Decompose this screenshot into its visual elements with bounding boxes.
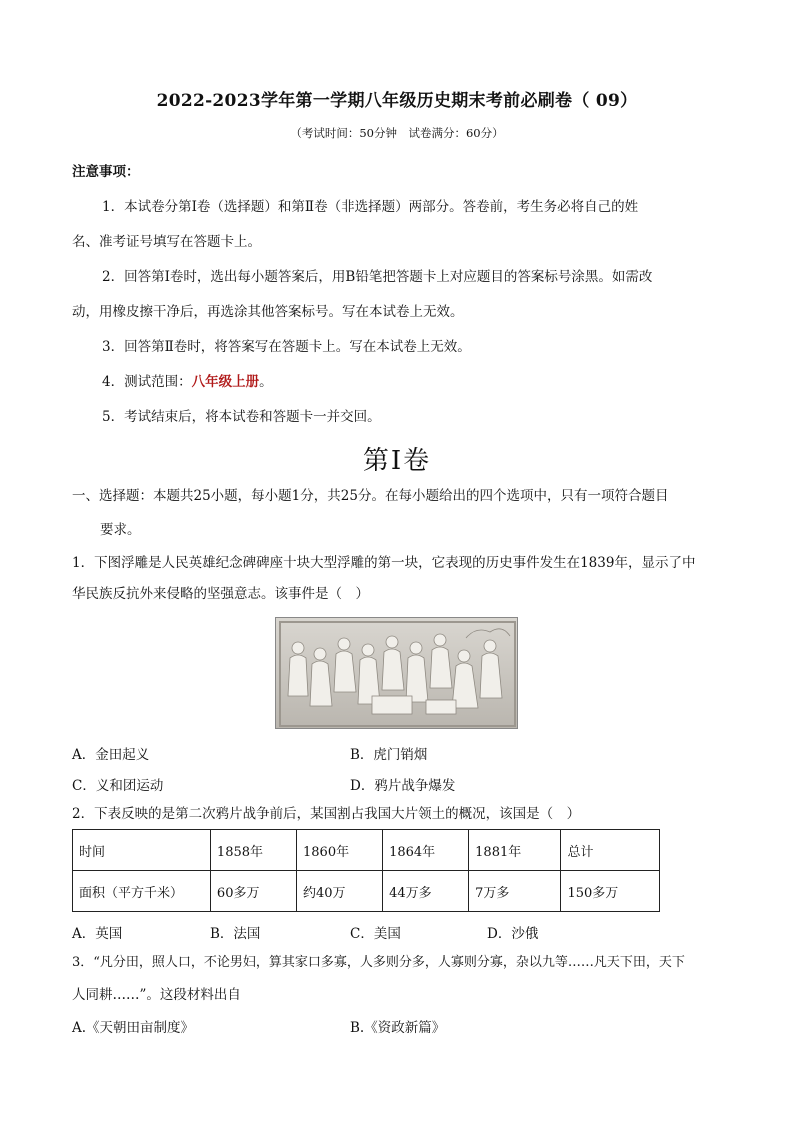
q3-option-b: B.《资政新篇》 xyxy=(350,1020,446,1036)
table-cell: 时间 xyxy=(73,830,211,871)
q3-stem-b: 人同耕……”。这段材料出自 xyxy=(72,987,241,1003)
table-cell: 1864年 xyxy=(383,830,469,871)
q2-option-b: B．法国 xyxy=(210,926,261,942)
q1-option-d: D．鸦片战争爆发 xyxy=(350,778,456,794)
territory-table xyxy=(72,829,660,912)
q3-option-a: A.《天朝田亩制度》 xyxy=(72,1020,195,1036)
table-cell: 44万多 xyxy=(383,871,469,912)
notice-item-4 xyxy=(102,372,762,392)
table-cell: 7万多 xyxy=(469,871,561,912)
section-title: 第Ⅰ卷 xyxy=(362,446,432,476)
notice-item-1b: 名、准考证号填写在答题卡上。 xyxy=(72,234,261,250)
table-cell: 总计 xyxy=(561,830,660,871)
table-cell: 1860年 xyxy=(297,830,383,871)
table-cell: 1858年 xyxy=(210,830,296,871)
relief-sculpture-image xyxy=(275,617,518,729)
notice-item-2b: 动，用橡皮擦干净后，再选涂其他答案标号。写在本试卷上无效。 xyxy=(72,304,464,320)
table-cell: 150多万 xyxy=(561,871,660,912)
q2-option-c: C．美国 xyxy=(350,926,401,942)
q1-stem-b: 华民族反抗外来侵略的坚强意志。该事件是（ ） xyxy=(72,586,369,602)
table-cell: 约40万 xyxy=(297,871,383,912)
q1-option-a: A．金田起义 xyxy=(72,747,150,763)
table-cell: 面积（平方千米） xyxy=(73,871,211,912)
q1-stem-a: 1．下图浮雕是人民英雄纪念碑碑座十块大型浮雕的第一块，它表现的历史事件发生在1839年，显示了中 xyxy=(72,555,696,571)
q2-option-a: A．英国 xyxy=(72,926,123,942)
notice-item-1a: 1．本试卷分第Ⅰ卷（选择题）和第Ⅱ卷（非选择题）两部分。答卷前，考生务必将自己的姓 xyxy=(102,199,639,215)
exam-subtitle: （考试时间：50分钟 试卷满分：60分） xyxy=(290,126,504,140)
test-range: 八年级上册 xyxy=(191,374,260,390)
exam-title: 2022-2023学年第一学期八年级历史期末考前必刷卷（ 09） xyxy=(156,91,638,111)
q2-option-d: D．沙俄 xyxy=(487,926,539,942)
relief-illustration xyxy=(276,618,518,729)
notice-heading: 注意事项： xyxy=(72,164,140,180)
notice-item-4-prefix: 4．测试范围： xyxy=(102,374,192,390)
notice-item-5: 5．考试结束后，将本试卷和答题卡一并交回。 xyxy=(102,409,381,425)
q1-option-c: C．义和团运动 xyxy=(72,778,164,794)
table-cell: 1881年 xyxy=(469,830,561,871)
part1-instruction-b: 要求。 xyxy=(100,522,141,538)
notice-item-3: 3．回答第Ⅱ卷时，将答案写在答题卡上。写在本试卷上无效。 xyxy=(102,339,471,355)
table-cell: 60多万 xyxy=(210,871,296,912)
table-row xyxy=(73,871,660,912)
q1-option-b: B．虎门销烟 xyxy=(350,747,428,763)
q3-stem-a: 3．“凡分田，照人口，不论男妇，算其家口多寡，人多则分多，人寡则分寡，杂以九等……凡天下田，天下 xyxy=(72,955,685,970)
notice-item-2a: 2．回答第Ⅰ卷时，选出每小题答案后，用B铅笔把答题卡上对应题目的答案标号涂黑。如需改 xyxy=(102,269,653,285)
part1-instruction-a: 一、选择题：本题共25小题，每小题1分，共25分。在每小题给出的四个选项中，只有一项符合题目 xyxy=(72,488,669,504)
notice-item-4-suffix: 。 xyxy=(259,374,273,390)
table-row xyxy=(73,830,660,871)
q2-stem: 2．下表反映的是第二次鸦片战争前后，某国割占我国大片领土的概况，该国是（ ） xyxy=(72,806,581,822)
